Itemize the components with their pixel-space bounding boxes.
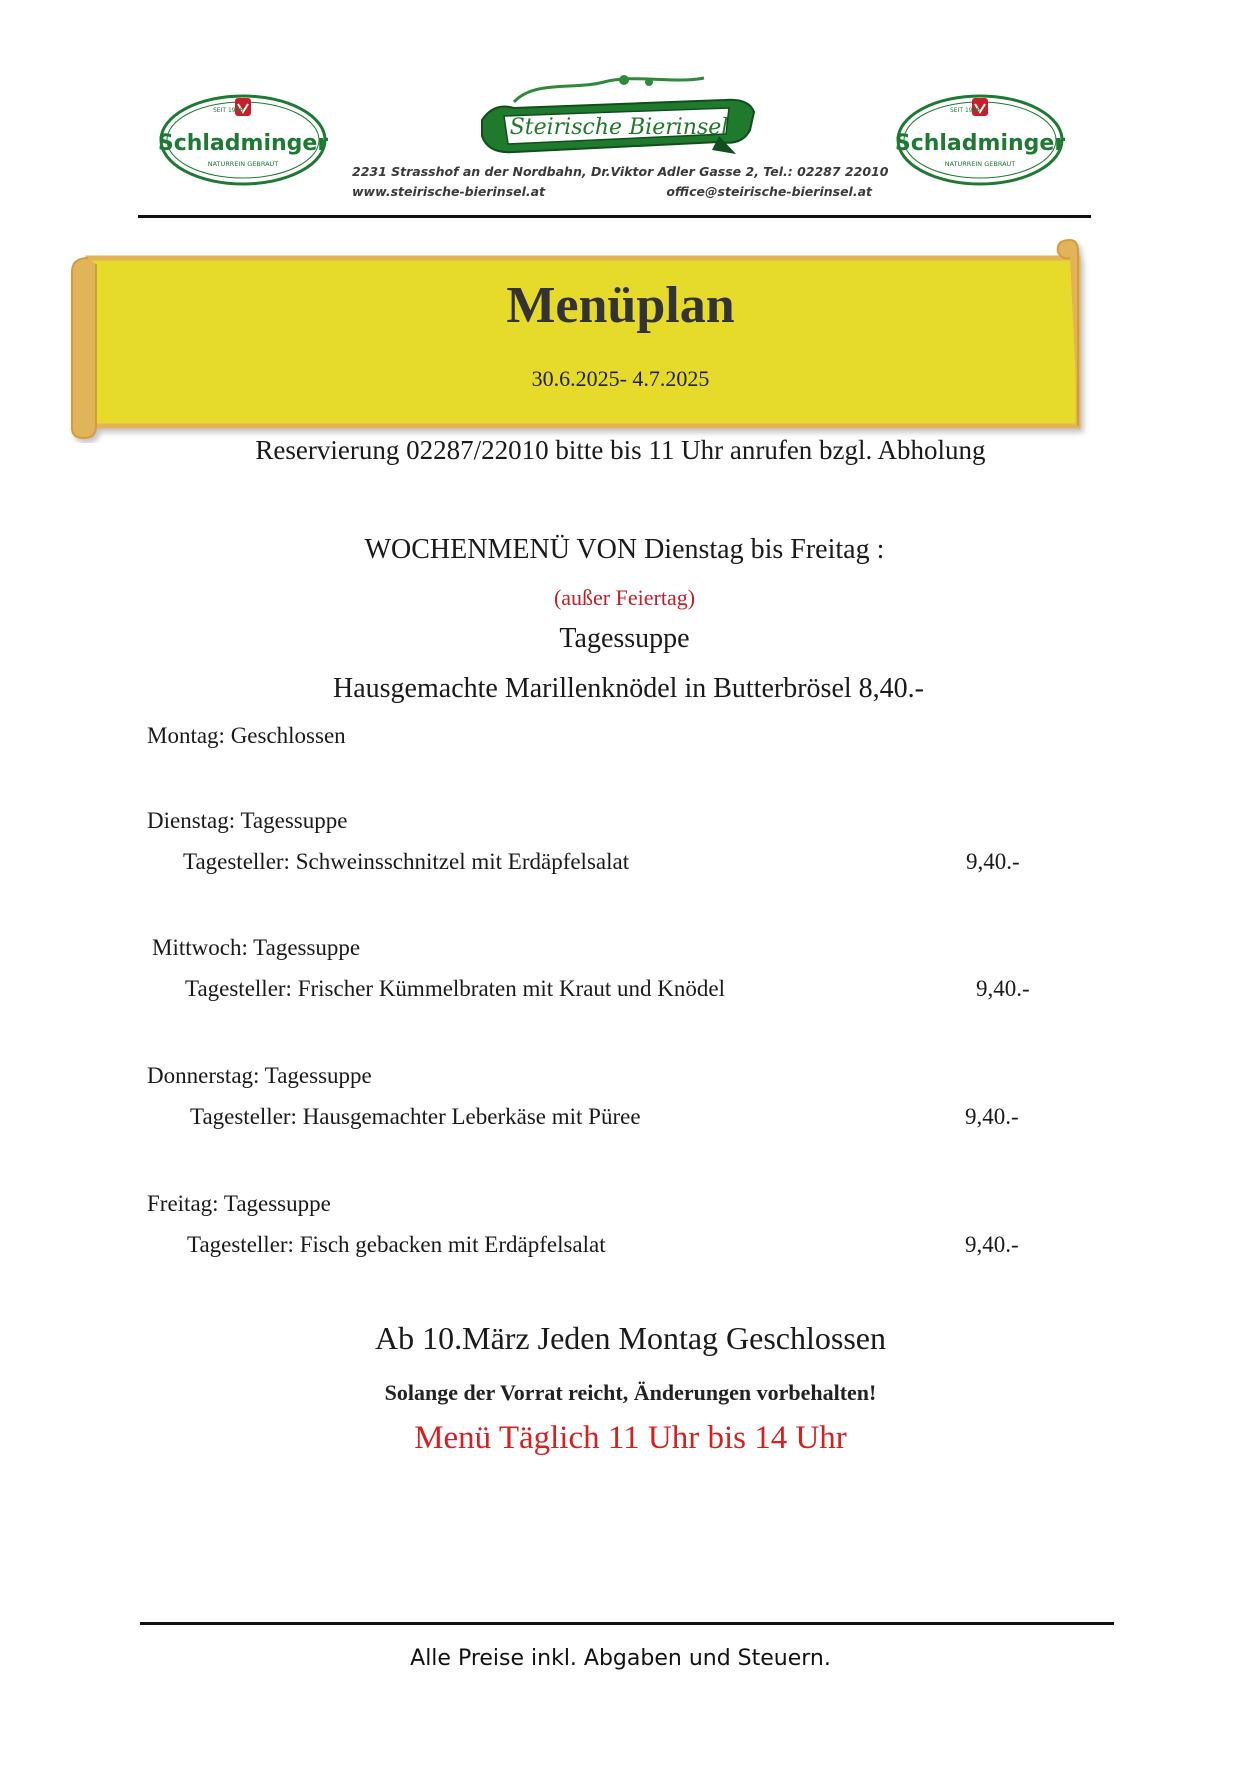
day-tuesday-soup: Dienstag: Tagessuppe	[147, 808, 348, 833]
logo-name-left: Schladminger	[158, 131, 328, 156]
day-wednesday-dish: Tagesteller: Frischer Kümmelbraten mit Kraut und Knödel	[185, 976, 726, 1001]
logo-tagline-left: NATURREIN GEBRAUT	[207, 160, 279, 168]
weekly-menu-heading: WOCHENMENÜ VON Dienstag bis Freitag :	[364, 534, 885, 565]
footer-divider	[140, 1622, 1114, 1625]
weekly-dish: Hausgemachte Marillenknödel in Butterbrösel 8,40.-	[333, 673, 924, 704]
address-line: 2231 Strasshof an der Nordbahn, Dr.Viktor Adler Gasse 2, Tel.: 02287 22010	[352, 164, 889, 179]
reservation-info	[0, 435, 1241, 466]
day-monday: Montag: Geschlossen	[147, 723, 346, 748]
day-thursday-dish: Tagesteller: Hausgemachter Leberkäse mit Püree	[190, 1104, 641, 1129]
schladminger-logo-right	[895, 92, 1065, 187]
stock-notice: Solange der Vorrat reicht, Änderungen vorbehalten!	[384, 1380, 877, 1405]
footer-note: Alle Preise inkl. Abgaben und Steuern.	[410, 1646, 831, 1671]
date-range: 30.6.2025- 4.7.2025	[531, 366, 710, 391]
day-friday-price: 9,40.-	[965, 1232, 1019, 1257]
day-wednesday-price: 9,40.-	[976, 976, 1030, 1001]
page-title: Menüplan	[506, 277, 735, 334]
website-link[interactable]: www.steirische-bierinsel.at	[352, 184, 546, 199]
holiday-note: (außer Feiertag)	[553, 585, 696, 610]
weekly-soup: Tagessuppe	[559, 623, 690, 654]
logo-name-right: Schladminger	[895, 131, 1065, 156]
steirische-bierinsel-logo	[474, 72, 766, 162]
day-friday-dish: Tagesteller: Fisch gebacken mit Erdäpfelsalat	[187, 1232, 606, 1257]
email-link[interactable]: office@steirische-bierinsel.at	[666, 184, 872, 199]
day-thursday-price: 9,40.-	[965, 1104, 1019, 1129]
closing-notice: Ab 10.März Jeden Montag Geschlossen	[375, 1320, 886, 1356]
day-wednesday-soup: Mittwoch: Tagessuppe	[152, 935, 361, 960]
day-tuesday-price: 9,40.-	[966, 849, 1020, 874]
brand-name: Steirische Bierinsel	[509, 115, 729, 140]
contact-line	[352, 184, 872, 199]
day-thursday-soup: Donnerstag: Tagessuppe	[147, 1063, 372, 1088]
day-tuesday-dish: Tagesteller: Schweinsschnitzel mit Erdäpfelsalat	[183, 849, 630, 874]
menu-hours: Menü Täglich 11 Uhr bis 14 Uhr	[414, 1420, 847, 1456]
logo-since-right: SEIT 1908	[950, 107, 981, 114]
logo-since-left: SEIT 1908	[213, 107, 244, 114]
scroll-banner	[70, 238, 1094, 443]
day-friday-soup: Freitag: Tagessuppe	[147, 1191, 331, 1216]
logo-tagline-right: NATURREIN GEBRAUT	[944, 160, 1016, 168]
schladminger-logo-left	[158, 92, 328, 187]
reservation-text: Reservierung 02287/22010 bitte bis 11 Uhr anrufen bzgl. Abholung	[255, 435, 986, 465]
header-divider	[138, 215, 1091, 218]
